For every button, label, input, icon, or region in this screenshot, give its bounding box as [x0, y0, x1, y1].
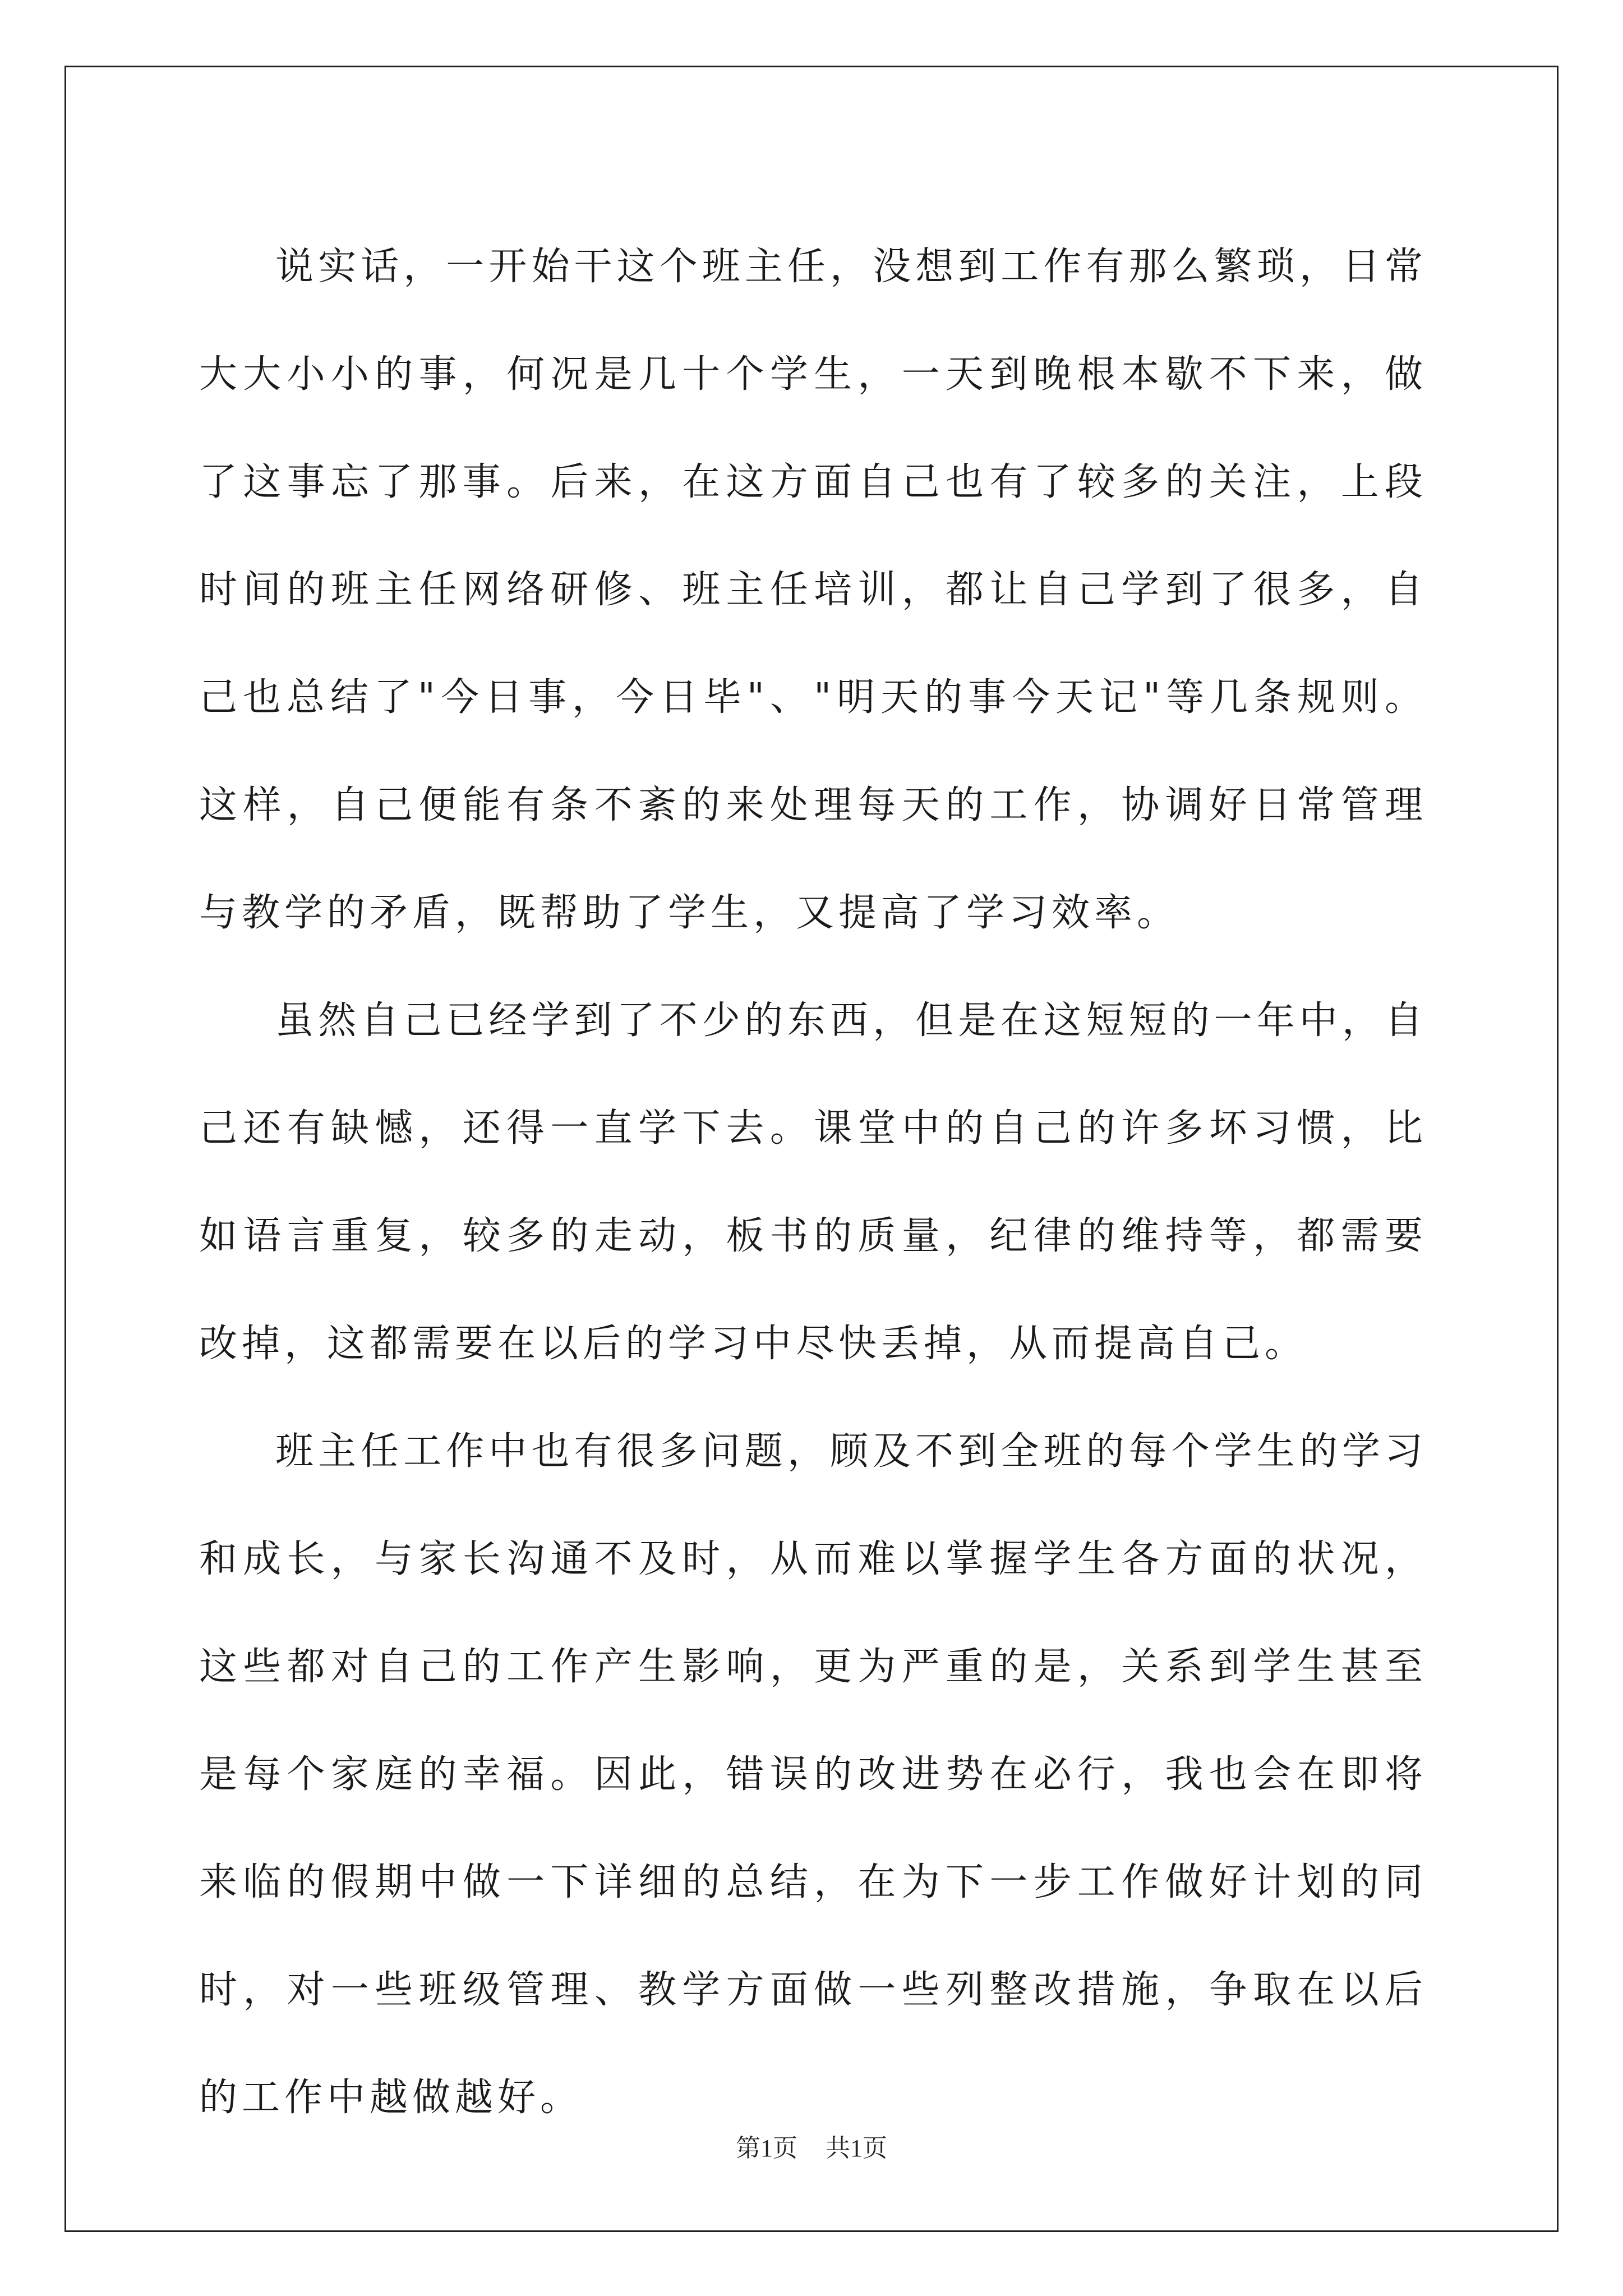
page-number-current: 第1页 [736, 2134, 797, 2162]
paragraph-3: 班主任工作中也有很多问题，顾及不到全班的每个学生的学习和成长，与家长沟通不及时，从而难以掌握学生各方面的状况，这些都对自己的工作产生影响，更为严重的是，关系到学生甚至是每个家庭的幸福。因此，错误的改进势在必行，我也会在即将来临的假期中做一下详细的总结，在为下一步工作做好计划的同时，对一些班级管理、教学方面做一些列整改措施，争取在以后的工作中越做越好。 [199, 1429, 1427, 2120]
paragraph-1: 说实话，一开始干这个班主任，没想到工作有那么繁琐，日常大大小小的事，何况是几十个学生，一天到晚根本歇不下来，做了这事忘了那事。后来，在这方面自己也有了较多的关注，上段时间的班主任网络研修、班主任培训，都让自己学到了很多，自己也总结了"今日事，今日毕"、"明天的事今天记"等几条规则。这样，自己便能有条不紊的来处理每天的工作，协调好日常管理与教学的矛盾，既帮助了学生，又提高了学习效率。 [199, 245, 1427, 935]
page-footer [0, 2132, 1623, 2165]
paragraph-2: 虽然自己已经学到了不少的东西，但是在这短短的一年中，自己还有缺憾，还得一直学下去。课堂中的自己的许多坏习惯，比如语言重复，较多的走动，板书的质量，纪律的维持等，都需要改掉，这都需要在以后的学习中尽快丢掉，从而提高自己。 [199, 999, 1427, 1366]
page-number-total: 共1页 [826, 2134, 887, 2162]
document-body [199, 213, 1427, 2152]
